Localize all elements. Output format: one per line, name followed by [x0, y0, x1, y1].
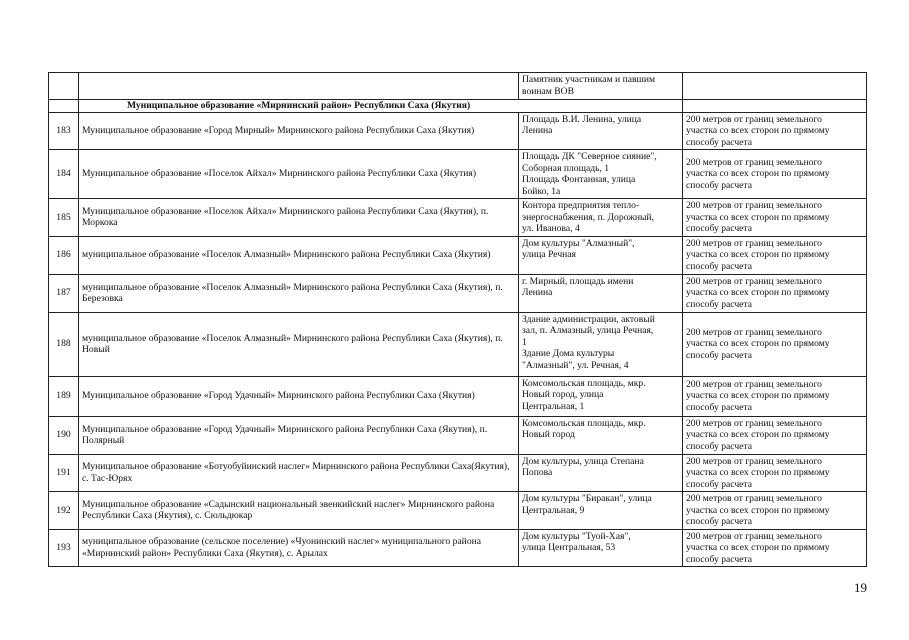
buffer-distance: 200 метров от границ земельного участка со всех сторон по прямому способу расчета: [683, 236, 867, 274]
table-row: [49, 274, 867, 312]
municipality-name: муниципальное образование «Поселок Алмазный» Мирнинского района Республики Саха (Якутия), п. Новый: [79, 312, 519, 376]
municipality-name: Муниципальное образование «Поселок Айхал» Мирнинского района Республики Саха (Якутия): [79, 150, 519, 199]
table-row: [49, 376, 867, 416]
row-number: 191: [49, 454, 79, 492]
object-location: г. Мирный, площадь имени Ленина: [519, 274, 683, 312]
municipality-name: Муниципальное образование «Город Мирный» Мирнинского района Республики Саха (Якутия): [79, 112, 519, 150]
object-location: Дом культуры, улица Степана Попова: [519, 454, 683, 492]
buffer-distance: 200 метров от границ земельного участка со всех сторон по прямому способу расчета: [683, 150, 867, 199]
section-row: [49, 100, 867, 113]
object-location: Контора предприятия тепло- энергоснабжения, п. Дорожный, ул. Иванова, 4: [519, 199, 683, 237]
section-cell-distance: [683, 100, 867, 113]
buffer-distance: 200 метров от границ земельного участка со всех сторон по прямому способу расчета: [683, 492, 867, 530]
header-cell-distance: [683, 73, 867, 100]
municipality-name: Муниципальное образование «Поселок Айхал» Мирнинского района Республики Саха (Якутия), п. Моркока: [79, 199, 519, 237]
table-row: [49, 492, 867, 530]
row-number: 187: [49, 274, 79, 312]
object-location: Дом культуры "Алмазный", улица Речная: [519, 236, 683, 274]
table-row: [49, 416, 867, 454]
row-number: 185: [49, 199, 79, 237]
municipality-name: муниципальное образование (сельское поселение) «Чуонинский наслег» муниципального района «Мирнинский район» Республики Саха (Якутия), с. Арылах: [79, 529, 519, 567]
table-row: [49, 150, 867, 199]
row-number: 189: [49, 376, 79, 416]
table-row: [49, 454, 867, 492]
row-number: 193: [49, 529, 79, 567]
table-row: [49, 312, 867, 376]
object-location: Здание администрации, актовый зал, п. Алмазный, улица Речная, 1 Здание Дома культуры "Алмазный", ул. Речная, 4: [519, 312, 683, 376]
header-row: [49, 73, 867, 100]
municipality-name: муниципальное образование «Поселок Алмазный» Мирнинского района Республики Саха (Якутия): [79, 236, 519, 274]
buffer-distance: 200 метров от границ земельного участка со всех сторон по прямому способу расчета: [683, 312, 867, 376]
section-cell-num: [49, 100, 79, 113]
buffer-distance: 200 метров от границ земельного участка со всех сторон по прямому способу расчета: [683, 112, 867, 150]
buffer-distance: 200 метров от границ земельного участка со всех сторон по прямому способу расчета: [683, 454, 867, 492]
buffer-distance: 200 метров от границ земельного участка со всех сторон по прямому способу расчета: [683, 529, 867, 567]
municipality-name: Муниципальное образование «Город Удачный» Мирнинского района Республики Саха (Якутия): [79, 376, 519, 416]
buffer-distance: 200 метров от границ земельного участка со всех сторон по прямому способу расчета: [683, 416, 867, 454]
header-object-label: Памятник участникам и павшим воинам ВОВ: [519, 73, 683, 100]
table-row: [49, 199, 867, 237]
row-number: 190: [49, 416, 79, 454]
header-cell-num: [49, 73, 79, 100]
municipality-name: муниципальное образование «Поселок Алмазный» Мирнинского района Республики Саха (Якутия), п. Березовка: [79, 274, 519, 312]
row-number: 184: [49, 150, 79, 199]
row-number: 186: [49, 236, 79, 274]
municipality-name: Муниципальное образование «Садынский национальный эвенкийский наслег» Мирнинского района Республики Саха (Якутия), с. Сюльдюкар: [79, 492, 519, 530]
object-location: Комсомольская площадь, мкр. Новый город, улица Центральная, 1: [519, 376, 683, 416]
buffer-distance: 200 метров от границ земельного участка со всех сторон по прямому способу расчета: [683, 376, 867, 416]
table-row: [49, 112, 867, 150]
page-number: 19: [854, 580, 867, 595]
municipality-name: Муниципальное образование «Город Удачный» Мирнинского района Республики Саха (Якутия), п. Полярный: [79, 416, 519, 454]
row-number: 183: [49, 112, 79, 150]
object-location: Комсомольская площадь, мкр. Новый город: [519, 416, 683, 454]
object-location: Дом культуры "Туой-Хая", улица Центральная, 53: [519, 529, 683, 567]
object-location: Площадь В.И. Ленина, улица Ленина: [519, 112, 683, 150]
row-number: 188: [49, 312, 79, 376]
object-location: Площадь ДК "Северное сияние", Соборная площадь, 1 Площадь Фонтанная, улица Бойко, 1а: [519, 150, 683, 199]
municipality-name: Муниципальное образование «Ботуобуйинский наслег» Мирнинского района Республики Саха(Якутия), с. Тас-Юрях: [79, 454, 519, 492]
section-title: Муниципальное образование «Мирнинский район» Республики Саха (Якутия): [79, 100, 683, 113]
buffer-distance: 200 метров от границ земельного участка со всех сторон по прямому способу расчета: [683, 274, 867, 312]
table-row: [49, 529, 867, 567]
buffer-distance: 200 метров от границ земельного участка со всех сторон по прямому способу расчета: [683, 199, 867, 237]
row-number: 192: [49, 492, 79, 530]
header-cell-mo: [79, 73, 519, 100]
document-table: [48, 72, 867, 567]
table-row: [49, 236, 867, 274]
table-body: [49, 112, 867, 567]
object-location: Дом культуры "Биракан", улица Центральная, 9: [519, 492, 683, 530]
